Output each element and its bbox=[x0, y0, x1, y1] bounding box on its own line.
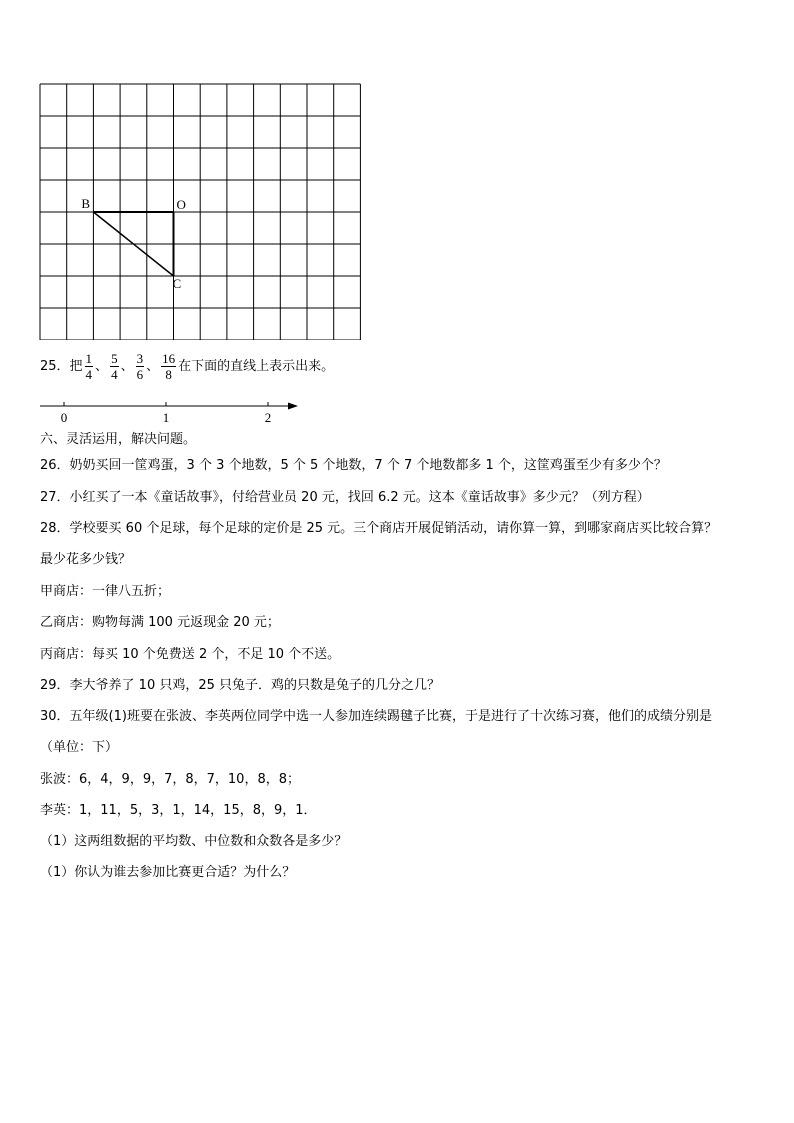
fraction-4: $\frac{16}{8}$ bbox=[162, 351, 176, 382]
point-label-c: C bbox=[172, 276, 182, 291]
li-scores: 李英：1，11，5，3，1，14，15，8，9，1． bbox=[40, 803, 317, 818]
question-30-sub2: （1）你认为谁去参加比赛更合适？为什么？ bbox=[40, 865, 296, 880]
tick-label-0: 0 bbox=[60, 410, 68, 425]
shop-b: 乙商店：购物每满 100 元返现金 20 元； bbox=[40, 615, 280, 630]
question-27: 27．小红买了一本《童话故事》，付给营业员 20 元，找回 6.2 元。这本《童话故事》多少元？（列方程） bbox=[40, 490, 650, 505]
question-25: 25．把 $\frac{1}{4}$ 、 $\frac{5}{4}$ 、 $\frac{3}{6}$ 、 $\frac{16}{8}$ 在下面的直线上表示出来。 bbox=[40, 351, 335, 382]
fraction-2: $\frac{5}{4}$ bbox=[111, 351, 118, 382]
q25-prefix: 25．把 bbox=[40, 359, 83, 374]
fraction-1: $\frac{1}{4}$ bbox=[85, 351, 93, 382]
question-26: 26．奶奶买回一筐鸡蛋，3 个 3 个地数，5 个 5 个地数，7 个 7 个地数都多 1 个，这筐鸡蛋至少有多少个？ bbox=[40, 458, 667, 473]
number-line-arrow bbox=[288, 403, 298, 410]
zhang-scores: 张波：6，4，9，9，7，8，7，10，8，8； bbox=[40, 772, 300, 787]
section-6-title: 六、灵活运用，解决问题。 bbox=[40, 432, 197, 447]
tick-label-1: 1 bbox=[162, 410, 170, 425]
point-label-o: O bbox=[176, 197, 186, 212]
shop-c: 丙商店：每买 10 个免费送 2 个，不足 10 个不送。 bbox=[40, 647, 341, 662]
shop-a: 甲商店：一律八五折； bbox=[40, 584, 171, 599]
number-line bbox=[38, 396, 302, 426]
grid-lines bbox=[40, 84, 360, 340]
question-30-sub1: （1）这两组数据的平均数、中位数和众数各是多少？ bbox=[40, 834, 348, 849]
fraction-3: $\frac{3}{6}$ bbox=[136, 351, 144, 382]
tick-label-2: 2 bbox=[264, 410, 272, 425]
question-30-line2: （单位：下） bbox=[40, 740, 119, 755]
grid-figure bbox=[38, 82, 364, 340]
point-label-b: B bbox=[81, 196, 91, 211]
question-28-line1: 28．学校要买 60 个足球，每个足球的定价是 25 元。三个商店开展促销活动，请你算一算，到哪家商店买比较合算？ bbox=[40, 521, 718, 536]
question-28-line2: 最少花多少钱？ bbox=[40, 552, 132, 567]
question-29: 29．李大爷养了 10 只鸡，25 只兔子．鸡的只数是兔子的几分之几？ bbox=[40, 678, 441, 693]
q25-suffix: 在下面的直线上表示出来。 bbox=[178, 359, 335, 374]
question-30-line1: 30．五年级(1)班要在张波、李英两位同学中选一人参加连续踢毽子比赛，于是进行了十次练习赛，他们的成绩分别是 bbox=[40, 709, 712, 724]
